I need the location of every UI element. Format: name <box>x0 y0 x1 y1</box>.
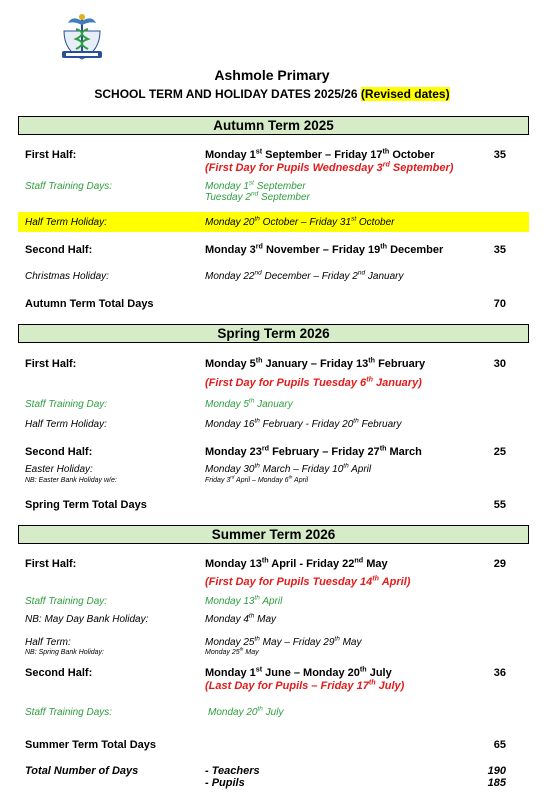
school-crest-icon <box>58 11 106 63</box>
spring-first-pupil-day: (First Day for Pupils Tuesday 6th January) <box>205 375 422 389</box>
summer-first-pupil-day: (First Day for Pupils Tuesday 14th April) <box>205 574 411 588</box>
spring-easter-bank-note: NB: Easter Bank Holiday w/e: <box>25 477 117 484</box>
summer-staff-label: Staff Training Day: <box>25 596 108 607</box>
summer-spring-bank-label: NB: Spring Bank Holiday: <box>25 649 104 656</box>
summer-half-term-label: Half Term: <box>25 637 71 648</box>
spring-easter-bank-dates: Friday 3rd April – Monday 6th April <box>205 474 309 484</box>
autumn-second-half-label: Second Half: <box>25 244 93 256</box>
autumn-staff-label: Staff Training Days: <box>25 181 113 192</box>
spring-term-heading: Spring Term 2026 <box>18 324 529 343</box>
autumn-term-heading: Autumn Term 2025 <box>18 116 529 135</box>
autumn-staff-day-2: Tuesday 2nd September <box>205 190 310 203</box>
summer-total-label: Summer Term Total Days <box>25 739 157 751</box>
spring-total-days: 55 <box>493 499 506 511</box>
summer-staff2-label: Staff Training Days: <box>25 707 113 718</box>
summer-staff-day: Monday 13th April <box>205 594 283 607</box>
summer-may-bank-date: Monday 4th May <box>205 612 277 625</box>
total-teachers-label: - Teachers <box>205 765 260 777</box>
autumn-half-term-label: Half Term Holiday: <box>25 217 107 228</box>
spring-first-half-dates: Monday 5th January – Friday 13th February <box>205 356 426 370</box>
total-days-label: Total Number of Days <box>25 765 139 777</box>
total-pupils-label: - Pupils <box>205 777 245 789</box>
summer-first-half-dates: Monday 13th April - Friday 22nd May <box>205 556 388 570</box>
summer-spring-bank-date: Monday 25th May <box>205 646 259 656</box>
autumn-second-half-dates: Monday 3rd November – Friday 19th December <box>205 242 444 256</box>
autumn-first-half-label: First Half: <box>25 149 77 161</box>
spring-first-half-days: 30 <box>493 358 506 370</box>
summer-total-days: 65 <box>493 739 506 751</box>
autumn-first-pupil-day: (First Day for Pupils Wednesday 3rd September) <box>205 160 454 174</box>
summer-first-half-label: First Half: <box>25 558 77 570</box>
autumn-total-label: Autumn Term Total Days <box>25 298 154 310</box>
summer-may-bank-label: NB: May Day Bank Holiday: <box>25 614 149 625</box>
spring-half-term-dates: Monday 16th February - Friday 20th February <box>205 417 402 430</box>
summer-half-term-dates: Monday 25th May – Friday 29th May <box>205 635 362 648</box>
autumn-christmas-label: Christmas Holiday: <box>25 271 109 282</box>
summer-second-half-days: 36 <box>493 667 506 679</box>
document-title <box>0 87 544 101</box>
summer-staff2-day: Monday 20th July <box>208 705 284 718</box>
summer-first-half-days: 29 <box>493 558 506 570</box>
summer-last-pupil-day: (Last Day for Pupils – Friday 17th July) <box>205 678 405 692</box>
autumn-first-half-dates: Monday 1st September – Friday 17th October <box>205 147 435 161</box>
autumn-staff-day-1: Monday 1st September <box>205 179 306 192</box>
autumn-first-half-days: 35 <box>493 149 506 161</box>
autumn-christmas-dates: Monday 22nd December – Friday 2nd January <box>205 269 404 282</box>
spring-first-half-label: First Half: <box>25 358 77 370</box>
spring-staff-day: Monday 5th January <box>205 397 293 410</box>
total-pupils-days: 185 <box>487 777 506 789</box>
spring-easter-dates: Monday 30th March – Friday 10th April <box>205 462 372 475</box>
autumn-half-term-dates: Monday 20th October – Friday 31st October <box>205 215 395 228</box>
autumn-total-days: 70 <box>493 298 506 310</box>
summer-term-heading: Summer Term 2026 <box>18 525 529 544</box>
spring-second-half-days: 25 <box>493 446 506 458</box>
spring-total-label: Spring Term Total Days <box>25 499 147 511</box>
autumn-second-half-days: 35 <box>493 244 506 256</box>
total-teachers-days: 190 <box>487 765 506 777</box>
title-main: SCHOOL TERM AND HOLIDAY DATES 2025/26 <box>94 87 358 101</box>
title-revised-note: (Revised dates) <box>360 87 450 101</box>
spring-easter-label: Easter Holiday: <box>25 464 93 475</box>
spring-staff-label: Staff Training Day: <box>25 399 108 410</box>
spring-second-half-label: Second Half: <box>25 446 93 458</box>
spring-half-term-label: Half Term Holiday: <box>25 419 107 430</box>
summer-second-half-label: Second Half: <box>25 667 93 679</box>
spring-second-half-dates: Monday 23rd February – Friday 27th March <box>205 444 422 458</box>
school-name: Ashmole Primary <box>214 67 330 83</box>
summer-second-half-dates: Monday 1st June – Monday 20th July <box>205 665 392 679</box>
